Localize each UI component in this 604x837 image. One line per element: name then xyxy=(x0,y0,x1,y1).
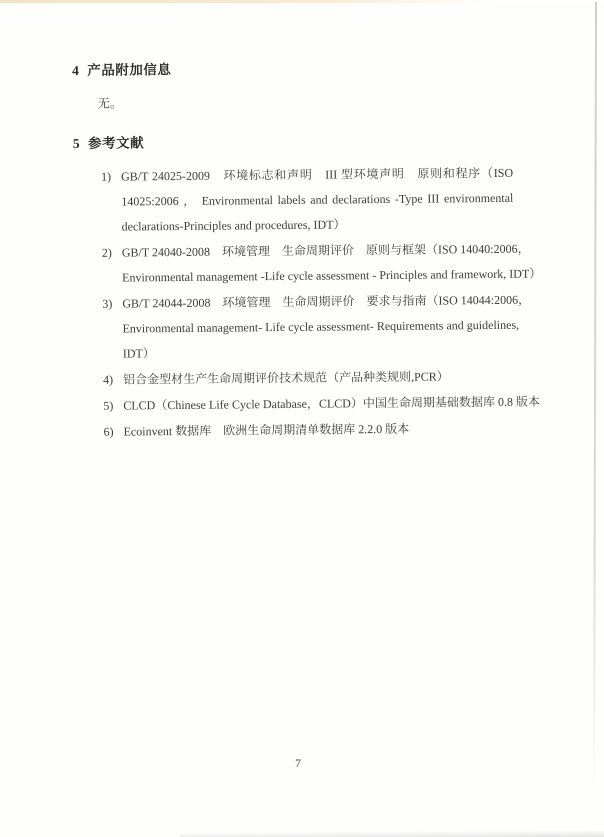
section-4-heading xyxy=(72,58,512,79)
reference-3-line-3: IDT） xyxy=(122,346,155,361)
reference-4-text xyxy=(123,364,515,393)
section-5-heading xyxy=(73,131,513,152)
reference-item-6 xyxy=(103,416,515,445)
reference-6-line-1: Ecoinvent 数据库 欧洲生命周期清单数据库 2.2.0 版本 xyxy=(123,421,410,439)
reference-6-number: 6) xyxy=(103,424,114,439)
reference-item-5 xyxy=(103,390,540,419)
reference-5-number: 5) xyxy=(103,398,114,413)
page-content xyxy=(72,58,542,446)
section-4-title: 产品附加信息 xyxy=(87,62,172,78)
reference-list xyxy=(101,161,542,445)
reference-1-number: 1) xyxy=(101,169,112,184)
section-5-number: 5 xyxy=(72,135,81,151)
reference-1-line-2: 14025:2006 ， Environmental labels and declarations -Type III environmental xyxy=(121,190,514,209)
reference-1-line-1: GB/T 24025-2009 环境标志和声明 III 型环境声明 原则和程序（ISO xyxy=(121,165,514,184)
page-number: 7 xyxy=(295,758,301,770)
section-5-title: 参考文献 xyxy=(87,135,145,151)
reference-3-number: 3) xyxy=(102,296,113,311)
reference-3-line-2: Environmental management- Life cycle assessment- Requirements and guidelines, xyxy=(122,317,520,336)
reference-4-number: 4) xyxy=(102,372,114,387)
reference-2-line-2: Environmental management -Life cycle assessment - Principles and framework, IDT） xyxy=(122,266,542,285)
reference-3-line-1: GB/T 24044-2008 环境管理 生命周期评价 要求与指南（ISO 14044:2006， xyxy=(122,292,531,311)
reference-1-text xyxy=(121,161,514,240)
reference-item-4 xyxy=(103,364,515,393)
reference-item-2 xyxy=(101,237,542,291)
reference-2-line-1: GB/T 24040-2008 环境管理 生命周期评价 原则与框架（ISO 14040:2006， xyxy=(121,241,530,260)
reference-1-line-3: declarations-Principles and procedures, IDT） xyxy=(121,217,346,234)
scan-shadow-bottom xyxy=(180,830,604,837)
reference-6-text xyxy=(123,416,515,445)
scan-edge-top xyxy=(0,0,604,3)
reference-3-text xyxy=(122,288,531,367)
scan-edge-right xyxy=(593,2,597,792)
reference-item-1 xyxy=(101,161,514,240)
section-4-number: 4 xyxy=(72,62,80,78)
reference-2-number: 2) xyxy=(101,245,112,260)
reference-5-text xyxy=(123,390,540,419)
reference-item-3 xyxy=(102,288,531,367)
section-4-body: 无。 xyxy=(97,96,123,111)
reference-5-line-1: CLCD（Chinese Life Cycle Database，CLCD）中国生命周期基础数据库 0.8 版本 xyxy=(123,394,540,413)
reference-4-line-1: 铝合金型材生产生命周期评价技术规范（产品种类规则,PCR） xyxy=(122,369,449,387)
reference-2-text xyxy=(121,237,542,291)
